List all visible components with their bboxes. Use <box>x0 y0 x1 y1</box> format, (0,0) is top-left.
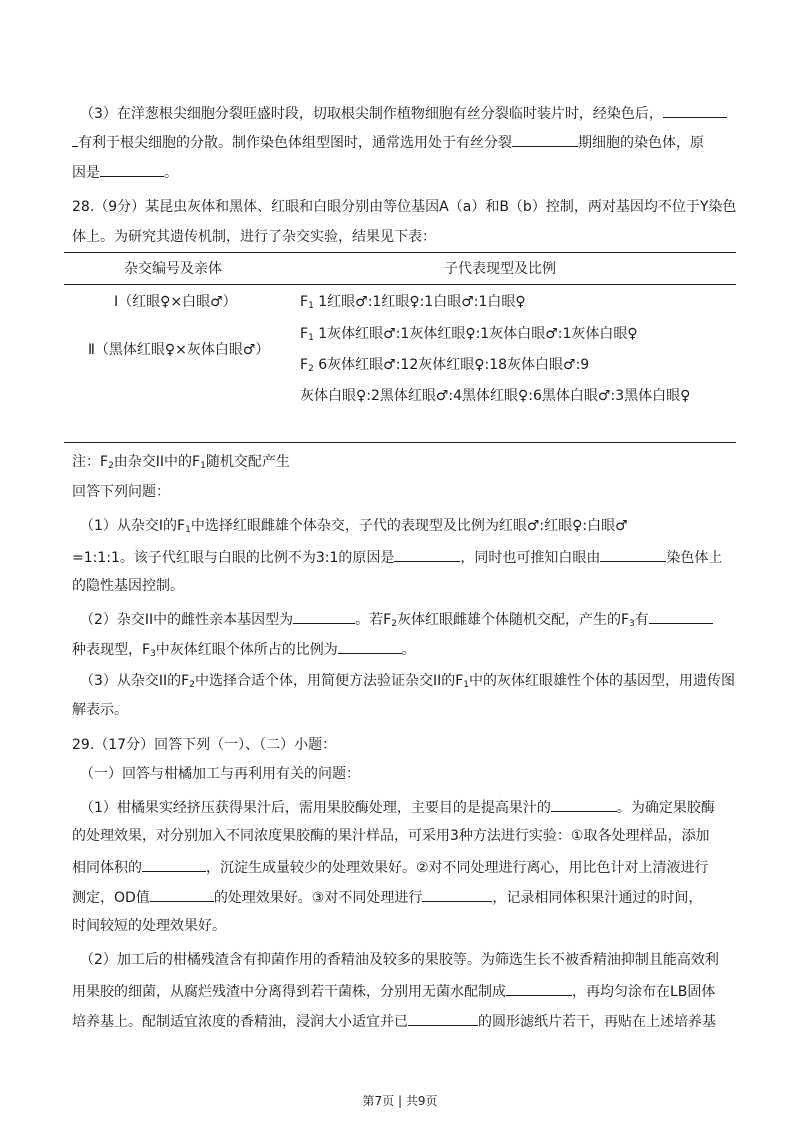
cross-2-f2-result-cont: 灰体白眼♀:2黑体红眼♂:4黑体红眼♀:6黑体白眼♂:3黑体白眼♀ <box>300 388 691 404</box>
q27-3-line2: 有利于根尖细胞的分散。制作染色体组型图时，通常选用处于有丝分裂 期细胞的染色体，原 <box>72 131 704 153</box>
table-bottom-rule <box>64 442 736 443</box>
table-header-offspring: 子代表现型及比例 <box>444 261 556 277</box>
q29-2-line3: 培养基上。配制适宜浓度的香精油，浸润大小适宜并已 的圆形滤纸片若干，再贴在上述培养基 <box>72 1010 716 1032</box>
q28-3-line2: 解表示。 <box>72 702 128 718</box>
page-footer: 第7页 | 共9页 <box>362 1094 438 1108</box>
q28-1-line2: =1:1:1。该子代红眼与白眼的比例不为3:1的原因是 ，同时也可推知白眼由 染色体上 <box>72 546 722 568</box>
q29-1-line3: 相同体积的 ，沉淀生成量较少的处理效果好。②对不同处理进行离心，用比色计对上清液进行 <box>72 856 709 878</box>
answer-blank[interactable] <box>649 608 713 624</box>
q27-3-line3: 因是 。 <box>72 161 178 183</box>
answer-blank[interactable] <box>293 608 355 624</box>
table-note: 注：$F_2$由杂交II中的$F_1$随机交配产生 <box>72 454 290 471</box>
answer-blank[interactable] <box>551 796 617 812</box>
cross-1-parents: Ⅰ（红眼♀×白眼♂） <box>114 294 237 310</box>
answer-blank[interactable] <box>422 886 492 902</box>
answer-blank[interactable] <box>506 980 572 996</box>
answer-blank[interactable] <box>394 546 460 562</box>
answer-prompt: 回答下列问题： <box>72 484 170 500</box>
q28-1-line3: 的隐性基因控制。 <box>72 578 184 594</box>
answer-blank[interactable] <box>142 856 206 872</box>
q29-2-line1: （2）加工后的柑橘残渣含有抑菌作用的香精油及较多的果胶等。为筛选生长不被香精油抑制且能高效利 <box>80 952 719 968</box>
q29-1-line5: 时间较短的处理效果好。 <box>72 918 226 934</box>
cross-2-parents: Ⅱ（黑体红眼♀×灰体白眼♂） <box>88 342 270 358</box>
q29-2-line2: 用果胶的细菌，从腐烂残渣中分离得到若干菌株，分别用无菌水配制成 ，再均匀涂布在LB固体 <box>72 980 715 1002</box>
answer-blank[interactable] <box>600 546 666 562</box>
table-header-parents: 杂交编号及亲体 <box>124 261 222 277</box>
q28-intro-line2: 体上。为研究其遗传机制，进行了杂交实验，结果见下表： <box>72 229 436 245</box>
q28-2-line2: 种表现型，$F_3$中灰体红眼个体所占的比例为 。 <box>72 638 416 660</box>
cross-2-f2-result: $F_2$ 6灰体红眼♂:12灰体红眼♀:18灰体白眼♂:9 <box>300 357 590 374</box>
q28-1-line1: （1）从杂交I的$F_1$中选择红眼雌雄个体杂交，子代的表现型及比例为红眼♂:红眼♀:白眼♂ <box>80 518 628 535</box>
q29-1-line4: 测定，OD值 的处理效果好。③对不同处理进行 ，记录相同体积果汁通过的时间， <box>72 886 702 908</box>
q28-3-line1: （3）从杂交II的$F_2$中选择合适个体，用简便方法验证杂交II的$F_1$中的灰体红眼雄性个体的基因型，用遗传图 <box>80 673 735 690</box>
answer-blank[interactable] <box>663 102 727 118</box>
q29-part1-title: （一）回答与柑橘加工与再利用有关的问题： <box>80 766 360 782</box>
q29-intro: 29.（17分）回答下列（一）、（二）小题： <box>72 737 337 753</box>
table-top-rule <box>64 252 736 253</box>
table-header-rule <box>64 284 736 285</box>
q28-intro-line1: 28.（9分）某昆虫灰体和黑体、红眼和白眼分别由等位基因A（a）和B（b）控制，两对基因均不位于Y染色 <box>72 199 737 215</box>
q29-1-line2: 的处理效果，对分别加入不同浓度果胶酶的果汁样品，可采用3种方法进行实验：①取各处理样品，添加 <box>72 828 710 844</box>
answer-blank[interactable] <box>150 886 214 902</box>
q28-2-line1: （2）杂交II中的雌性亲本基因型为 。若$F_2$灰体红眼雌雄个体随机交配，产生的$F_3$有 <box>80 608 713 630</box>
answer-blank[interactable] <box>512 131 578 147</box>
cross-2-f1-result: $F_1$ 1灰体红眼♂:1灰体红眼♀:1灰体白眼♂:1灰体白眼♀ <box>300 326 638 343</box>
q27-3-line1: （3）在洋葱根尖细胞分裂旺盛时段，切取根尖制作植物细胞有丝分裂临时装片时，经染色后， <box>80 102 727 124</box>
answer-blank[interactable] <box>100 161 164 177</box>
answer-blank[interactable] <box>338 638 402 654</box>
cross-1-f1-result: $F_1$ 1红眼♂:1红眼♀:1白眼♂:1白眼♀ <box>300 294 526 311</box>
answer-blank[interactable] <box>408 1010 478 1026</box>
q29-1-line1: （1）柑橘果实经挤压获得果汁后，需用果胶酶处理，主要目的是提高果汁的 。为确定果胶酶 <box>80 796 715 818</box>
